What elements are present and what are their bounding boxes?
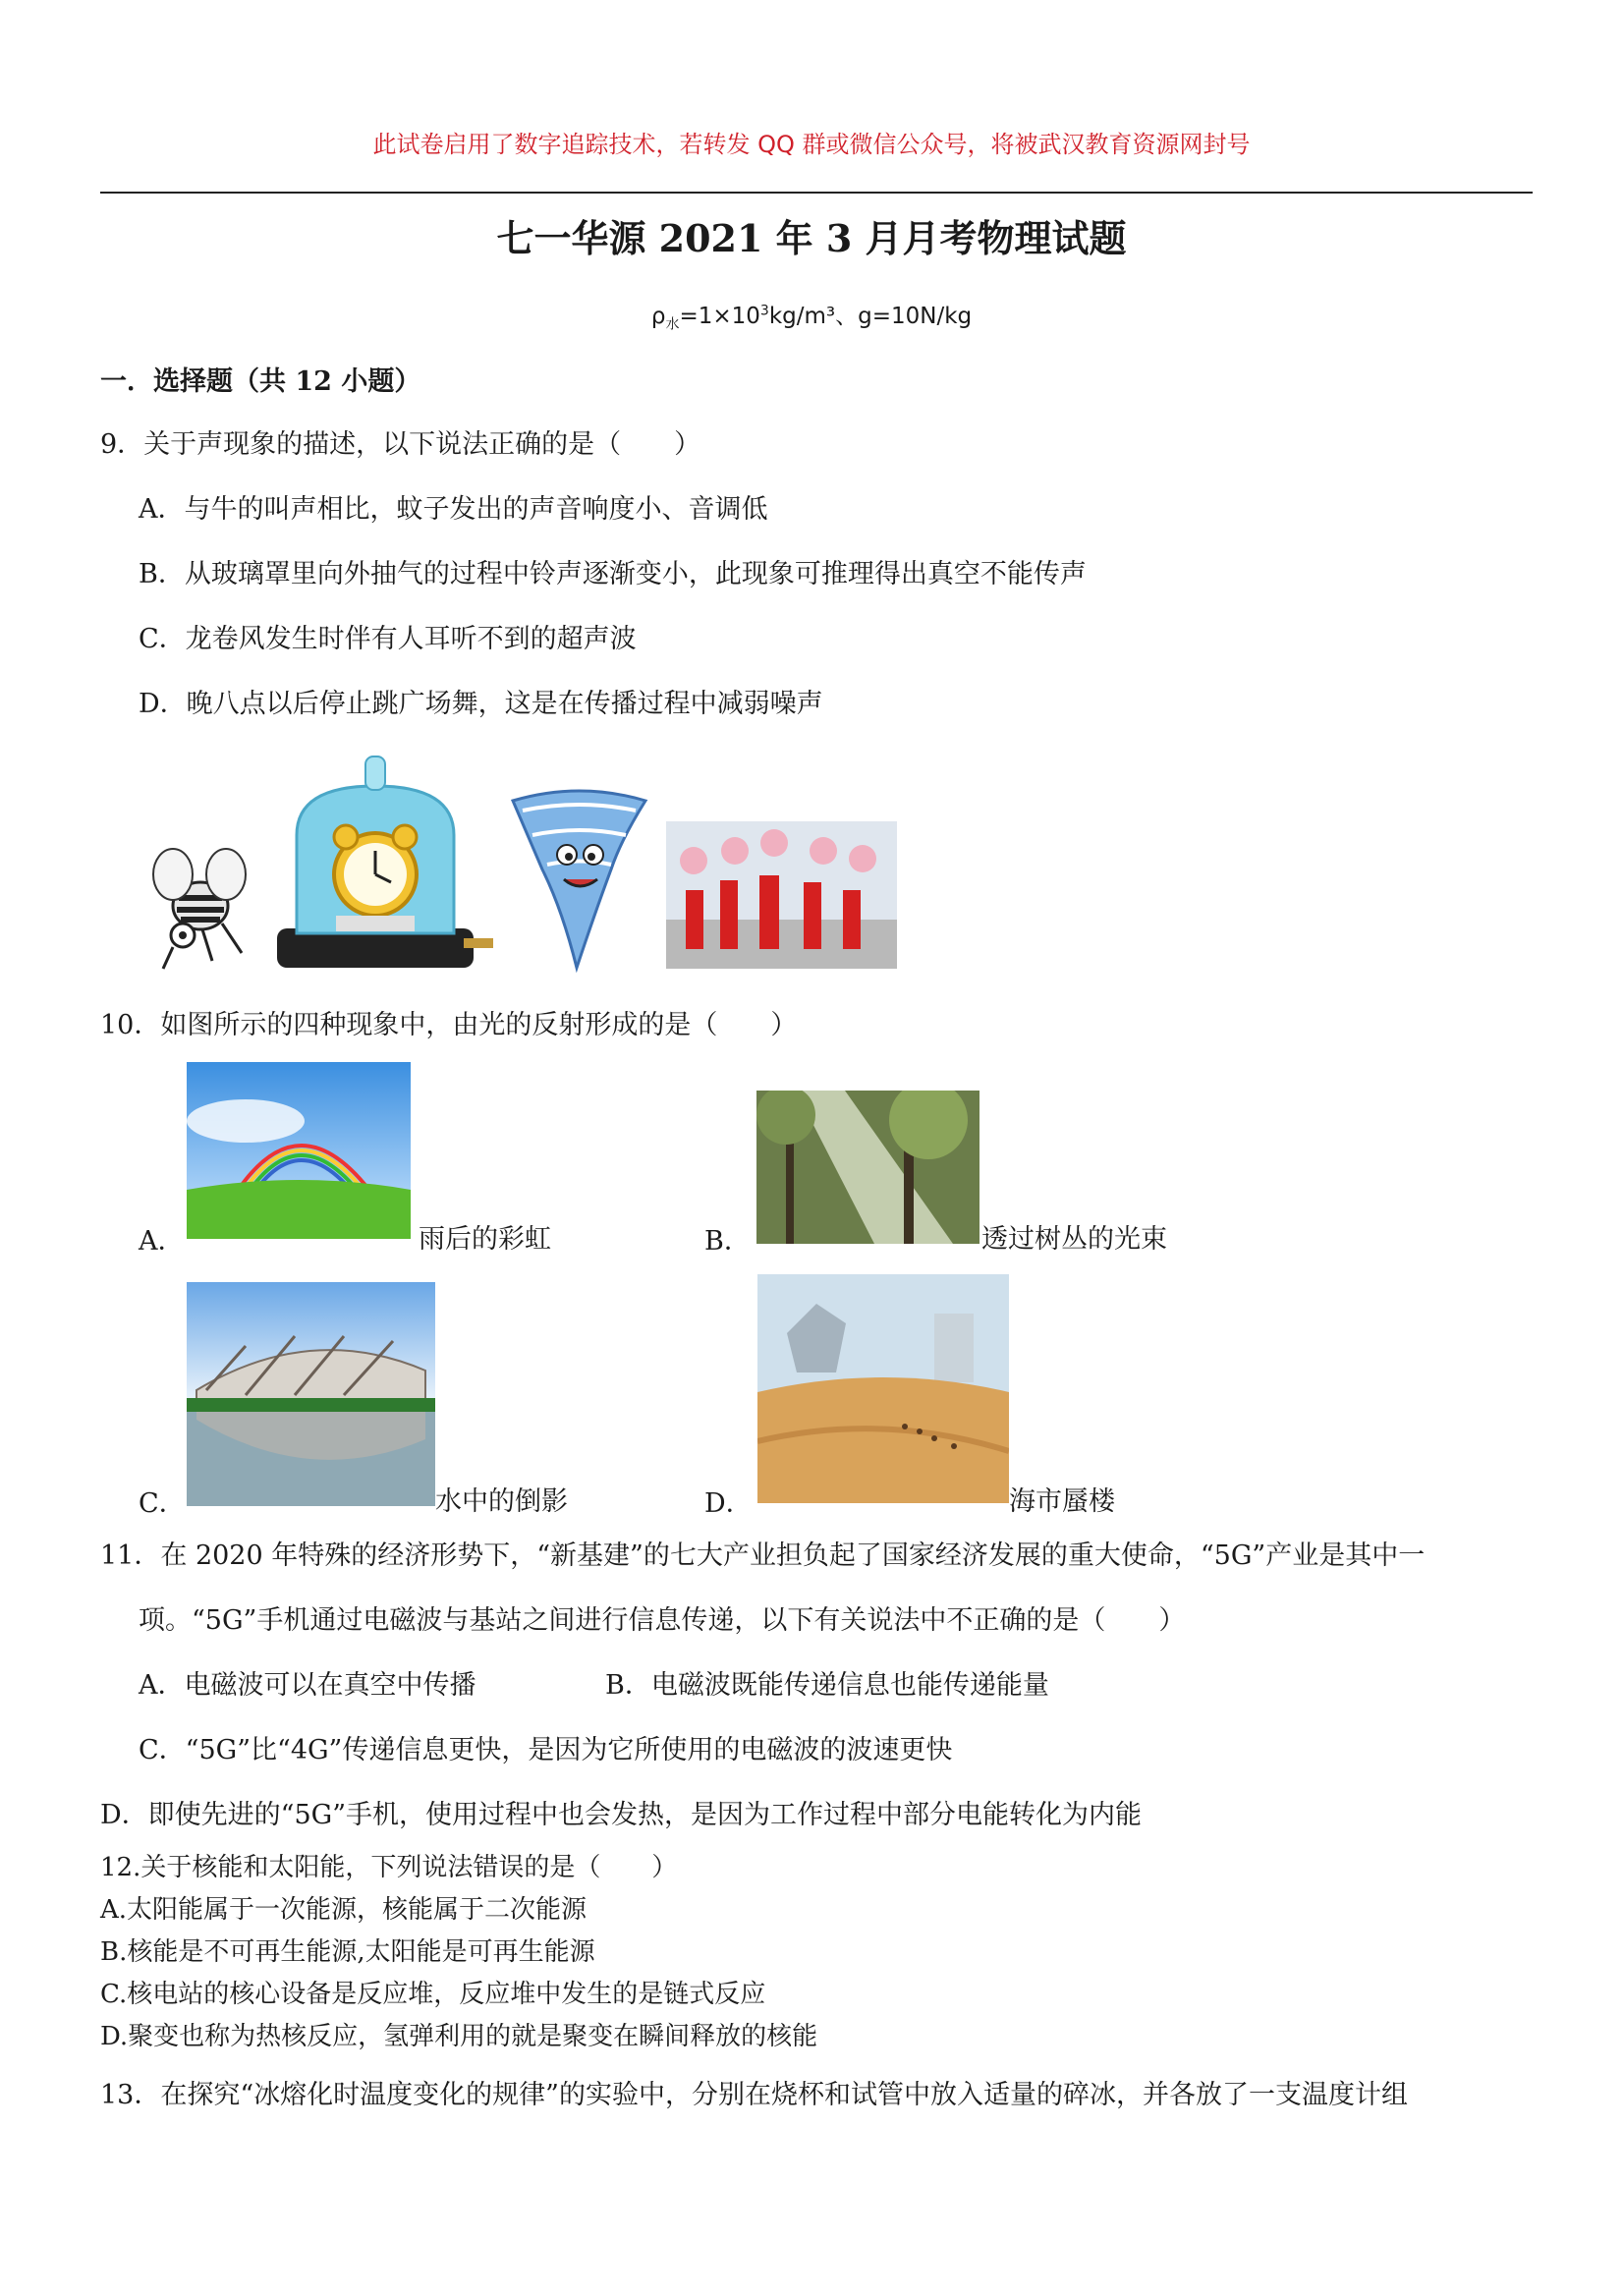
q9-option-d: D．晚八点以后停止跳广场舞，这是在传播过程中减弱噪声 [139,689,823,719]
units-and-g: kg/m³、g=10N/kg [768,304,973,329]
q9-option-b: B．从玻璃罩里向外抽气的过程中铃声逐渐变小，此现象可推理得出真空不能传声 [139,559,1087,589]
physical-constants [0,298,1623,334]
tracking-notice: 此试卷启用了数字追踪技术，若转发 QQ 群或微信公众号，将被武汉教育资源网封号 [372,131,1251,158]
exam-title: 七一华源 2021 年 3 月月考物理试题 [496,216,1127,260]
q10-option-d-letter: D． [704,1488,753,1519]
header-divider [100,192,1533,194]
q11-option-b: B．电磁波既能传递信息也能传递能量 [605,1670,1049,1701]
q10-option-b-caption: 透过树丛的光束 [981,1224,1167,1255]
q11-option-d: D．即使先进的“5G”手机，使用过程中也会发热，是因为工作过程中部分电能转化为内能 [100,1800,1142,1830]
square-dancers-photo [666,821,897,969]
q9-stem: 9．关于声现象的描述，以下说法正确的是（ ） [100,429,701,460]
q12-option-b: B.核能是不可再生能源,太阳能是可再生能源 [100,1937,595,1967]
q10-option-b-letter: B． [704,1226,751,1257]
q10-stem: 10．如图所示的四种现象中，由光的反射形成的是（ ） [100,1010,798,1040]
q10-option-a-letter: A． [139,1226,185,1257]
q12-option-d: D.聚变也称为热核反应，氢弹利用的就是聚变在瞬间释放的核能 [100,2022,818,2051]
q13-stem: 13．在探究“冰熔化时温度变化的规律”的实验中，分别在烧杯和试管中放入适量的碎冰，并各放了一支温度计组 [100,2080,1408,2110]
q9-option-a: A．与牛的叫声相比，蚊子发出的声音响度小、音调低 [139,494,768,525]
q12-option-a: A.太阳能属于一次能源，核能属于二次能源 [100,1895,588,1925]
q12-stem: 12.关于核能和太阳能，下列说法错误的是（ ） [100,1853,678,1882]
rainbow-photo [187,1062,411,1239]
q11-option-c: C．“5G”比“4G”传递信息更快，是因为它所使用的电磁波的波速更快 [139,1735,953,1765]
mosquito-cartoon [143,845,256,973]
mirage-desert-photo [757,1274,1009,1503]
q11-stem-line1: 11．在 2020 年特殊的经济形势下，“新基建”的七大产业担负起了国家经济发展的重大使命，“5G”产业是其中一 [100,1540,1426,1571]
rho-value: =1×10 [679,304,760,329]
forest-light-beams-photo [756,1091,979,1244]
section-heading: 一．选择题（共 12 小题） [100,366,421,397]
rho-subscript: 水 [665,316,680,333]
bell-jar-alarm-clock [267,747,495,975]
q10-option-c-caption: 水中的倒影 [435,1486,568,1517]
q11-option-a: A．电磁波可以在真空中传播 [139,1670,476,1701]
q10-option-d-caption: 海市蜃楼 [1009,1486,1115,1517]
tornado-cartoon [503,781,655,973]
q12-option-c: C.核电站的核心设备是反应堆，反应堆中发生的是链式反应 [100,1980,766,2009]
rho-exponent: 3 [759,303,769,319]
q10-option-a-caption: 雨后的彩虹 [419,1224,551,1255]
q10-option-c-letter: C． [139,1488,186,1519]
q9-option-c: C．龙卷风发生时伴有人耳听不到的超声波 [139,624,637,654]
q11-stem-line2: 项。“5G”手机通过电磁波与基站之间进行信息传递，以下有关说法中不正确的是（ ） [139,1605,1186,1636]
rho-symbol: ρ [650,304,666,329]
birds-nest-reflection-photo [187,1282,435,1506]
